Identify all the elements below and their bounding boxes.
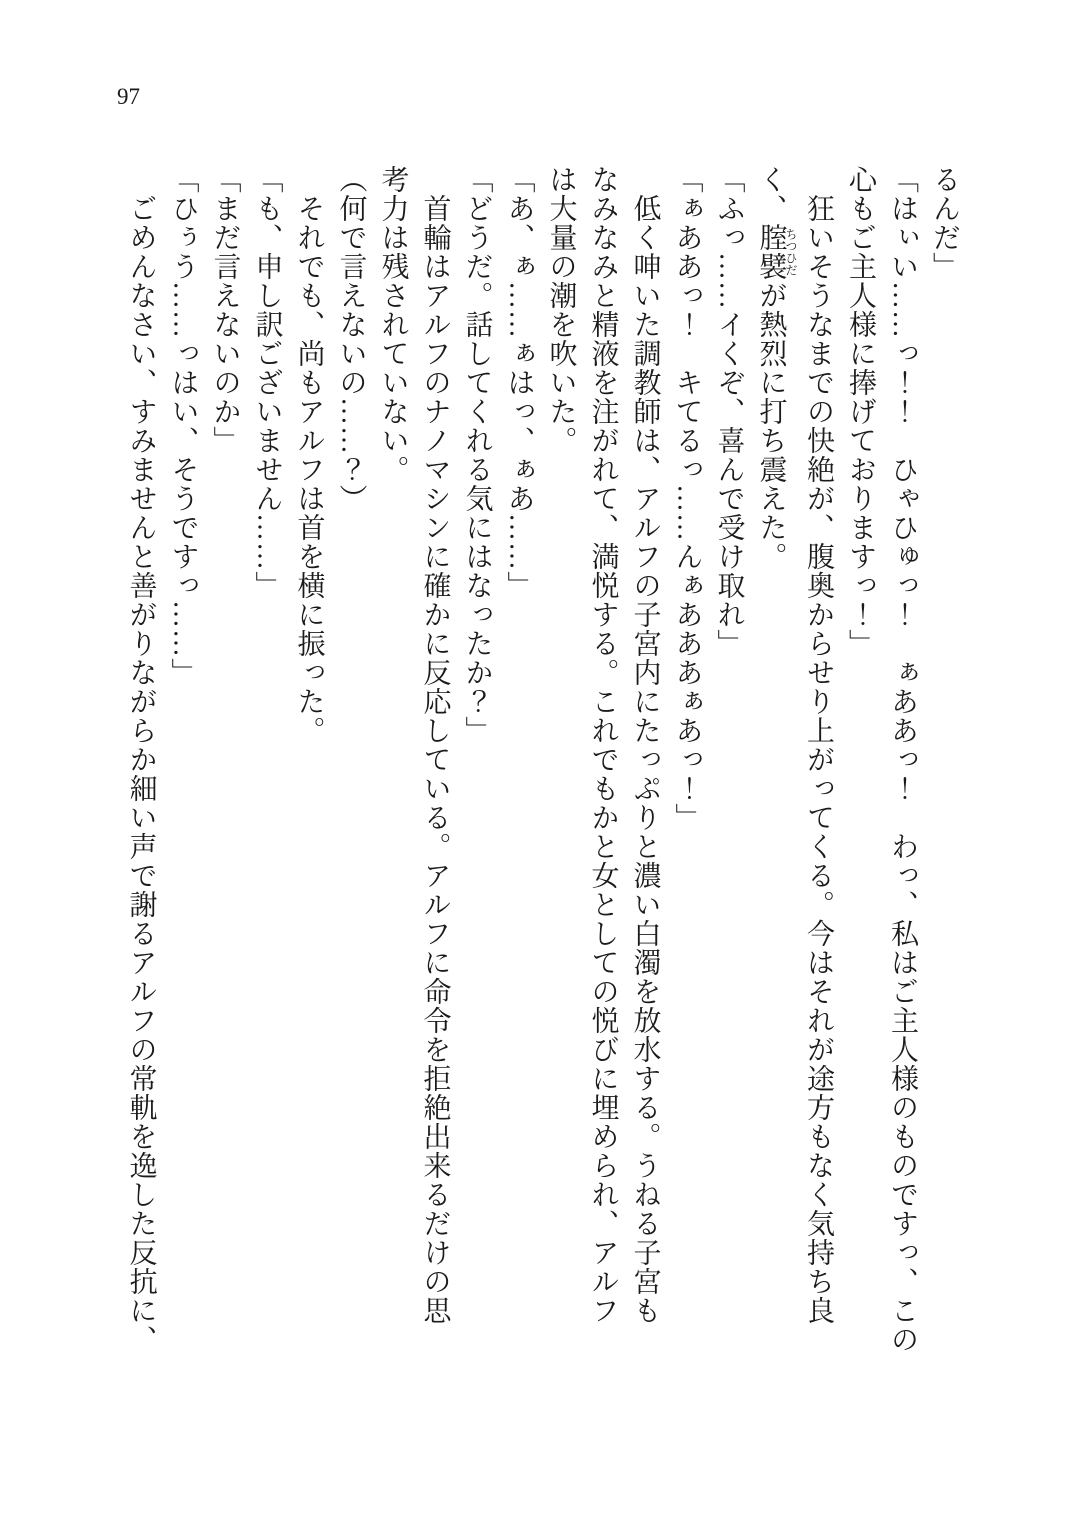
vertical-text-block xyxy=(120,165,966,1365)
text-column-3: 心もご主人様に捧げておりますっ！」 xyxy=(845,165,876,658)
ruby-word xyxy=(755,223,798,281)
text-column-5 xyxy=(750,165,798,1365)
text-column-14: 考力は残されていない。 xyxy=(377,165,409,484)
text-column-16: それでも、尚もアルフは首を横に振った。 xyxy=(293,165,325,745)
text-column-9: なみなみと精液を注がれて、満悦する。これでもかと女としての悦びに埋められ、アルフ xyxy=(587,165,619,1325)
text-column-12: 「どうだ。話してくれる気にはなったか？」 xyxy=(461,165,493,745)
ruby-base: 腟襞 xyxy=(755,223,787,281)
text-column-18: 「まだ言えないのか」 xyxy=(209,165,241,455)
ruby-line-pre: く、 xyxy=(755,165,787,223)
text-column-7: 「ぁああっ！ キてるっ……んぁあああぁあっ！」 xyxy=(671,165,703,832)
text-column-4: 狂いそうなまでの快絶が、腹奥からせり上がってくる。今はそれが途方もなく気持ち良 xyxy=(803,165,834,1325)
text-column-20: ごめんなさい、すみませんと善がりながらか細い声で謝るアルフの常軌を逸した反抗に、 xyxy=(125,165,157,1354)
ruby-text: ちつひだ xyxy=(784,223,798,281)
text-column-17: 「も、申し訳ございません……」 xyxy=(251,165,283,600)
text-column-19: 「ひぅう……っはい、そうですっ……」 xyxy=(167,165,199,687)
text-column-8: 低く呻いた調教師は、アルフの子宮内にたっぷりと濃い白濁を放水する。うねる子宮も xyxy=(629,165,661,1325)
ruby-line-post: が熱烈に打ち震えた。 xyxy=(755,281,787,571)
page-number: 97 xyxy=(117,84,140,109)
text-column-6: 「ふっ……イくぞ、喜んで受け取れ」 xyxy=(713,165,745,658)
text-column-11: 「あ、ぁ……ぁはっ、ぁあ……」 xyxy=(503,165,535,600)
text-column-1: るんだ」 xyxy=(929,165,960,281)
text-column-15: （何で言えないの……？） xyxy=(335,165,367,513)
text-column-13: 首輪はアルフのナノマシンに確かに反応している。アルフに命令を拒絶出来るだけの思 xyxy=(419,165,451,1325)
text-column-10: は大量の潮を吹いた。 xyxy=(545,165,577,455)
text-column-2: 「はぃい……っ！！ ひゃひゅっ！ ぁああっ！ わっ、私はご主人様のものですっ、この xyxy=(887,165,918,1354)
